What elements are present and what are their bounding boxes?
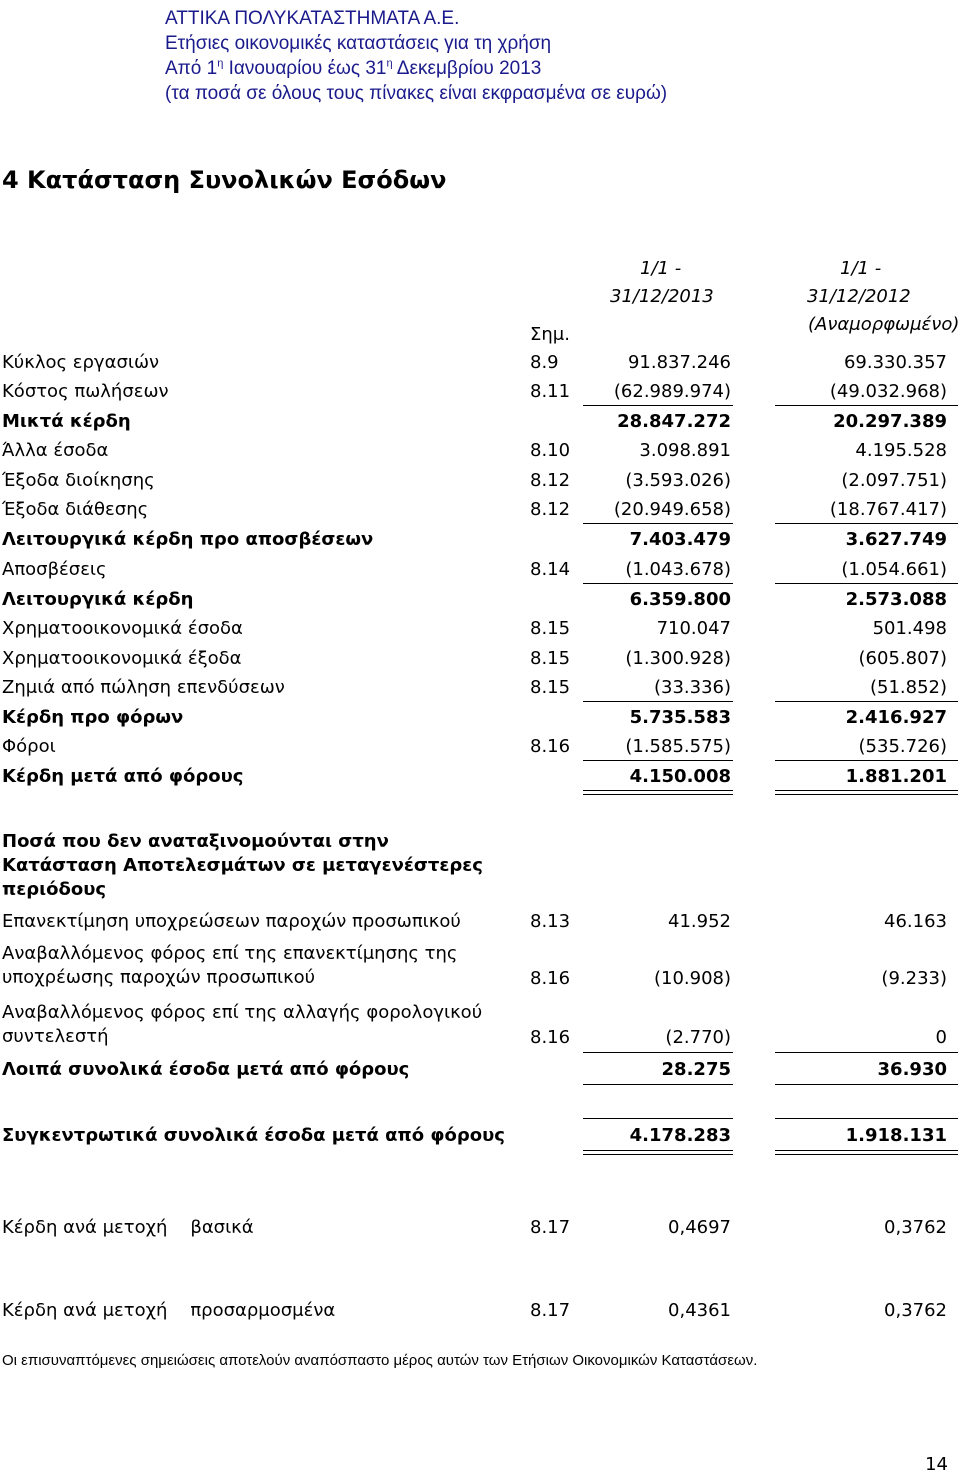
table-row: 8.16 (10.908) (9.233)	[530, 968, 947, 989]
section-title: 4 Κατάσταση Συνολικών Εσόδων	[2, 166, 447, 194]
footnote: Οι επισυναπτόμενες σημειώσεις αποτελούν αναπόσπαστο μέρος αυτών των Ετήσιων Οικονομικών Καταστάσεων.	[2, 1352, 758, 1369]
table-row-subtotal: Λειτουργικά κέρδη 6.359.800 2.573.088	[2, 589, 947, 610]
col-2012-line3: (Αναμορφωμένο)	[808, 314, 960, 335]
col-2013-line1: 1/1 -	[640, 258, 682, 279]
table-row: Έξοδα διοίκησης 8.12 (3.593.026) (2.097.751)	[2, 470, 947, 491]
table-row: Κύκλος εργασιών 8.9 91.837.246 69.330.357	[2, 352, 947, 373]
table-row-total: Κέρδη μετά από φόρους 4.150.008 1.881.201	[2, 766, 947, 787]
table-row: Άλλα έσοδα 8.10 3.098.891 4.195.528	[2, 440, 947, 461]
comprehensive-income-row: Συγκεντρωτικά συνολικά έσοδα μετά από φόρους 4.178.283 1.918.131	[2, 1125, 947, 1146]
report-period: Από $1^\eta$ Ιανουαρίου έως $31^\eta$ Δεκεμβρίου 2013	[165, 57, 542, 79]
table-row-subtotal: Κέρδη προ φόρων 5.735.583 2.416.927	[2, 707, 947, 728]
page-number: 14	[925, 1454, 948, 1475]
eps-diluted-row: Κέρδη ανά μετοχή προσαρμοσμένα 8.17 0,4361 0,3762	[2, 1300, 947, 1321]
oci-row3-label: Αναβαλλόμενος φόρος επί της αλλαγής φορολογικού συντελεστή	[2, 1002, 483, 1047]
table-row-subtotal: Μικτά κέρδη 28.847.272 20.297.389	[2, 411, 947, 432]
table-row: Χρηματοοικονομικά έσοδα 8.15 710.047 501.498	[2, 618, 947, 639]
currency-note: (τα ποσά σε όλους τους πίνακες είναι εκφρασμένα σε ευρώ)	[165, 83, 668, 104]
company-name: ΑΤΤΙΚΑ ΠΟΛΥΚΑΤΑΣΤΗΜΑΤΑ Α.Ε.	[165, 8, 460, 29]
table-row: Κόστος πωλήσεων 8.11 (62.989.974) (49.032.968)	[2, 381, 947, 402]
table-row: 8.16 (2.770) 0	[530, 1027, 947, 1048]
table-row: Έξοδα διάθεσης 8.12 (20.949.658) (18.767.417)	[2, 499, 947, 520]
eps-basic-row: Κέρδη ανά μετοχή βασικά 8.17 0,4697 0,3762	[2, 1217, 947, 1238]
table-row: Φόροι 8.16 (1.585.575) (535.726)	[2, 736, 947, 757]
report-title: Ετήσιες οικονομικές καταστάσεις για τη χρήση	[165, 33, 552, 54]
table-row: Χρηματοοικονομικά έξοδα 8.15 (1.300.928) (605.807)	[2, 648, 947, 669]
oci-row2-label: Αναβαλλόμενος φόρος επί της επανεκτίμησης της υποχρέωσης παροχών προσωπικού	[2, 943, 458, 988]
col-note-header: Σημ.	[530, 324, 570, 345]
oci-total-row: Λοιπά συνολικά έσοδα μετά από φόρους 28.275 36.930	[2, 1059, 947, 1080]
table-row: Αποσβέσεις 8.14 (1.043.678) (1.054.661)	[2, 559, 947, 580]
page-header	[165, 6, 667, 106]
table-row: Επανεκτίμηση υποχρεώσεων παροχών προσωπικού 8.13 41.952 46.163	[2, 911, 947, 932]
col-2012-line2: 31/12/2012	[807, 286, 911, 307]
col-2013-line2: 31/12/2013	[610, 286, 714, 307]
col-2012-line1: 1/1 -	[840, 258, 882, 279]
oci-heading: Ποσά που δεν αναταξινομούνται στην Κατάσταση Αποτελεσμάτων σε μεταγενέστερες περιόδους	[2, 831, 483, 900]
table-row: Ζημιά από πώληση επενδύσεων 8.15 (33.336) (51.852)	[2, 677, 947, 698]
table-row-subtotal: Λειτουργικά κέρδη προ αποσβέσεων 7.403.479 3.627.749	[2, 529, 947, 550]
